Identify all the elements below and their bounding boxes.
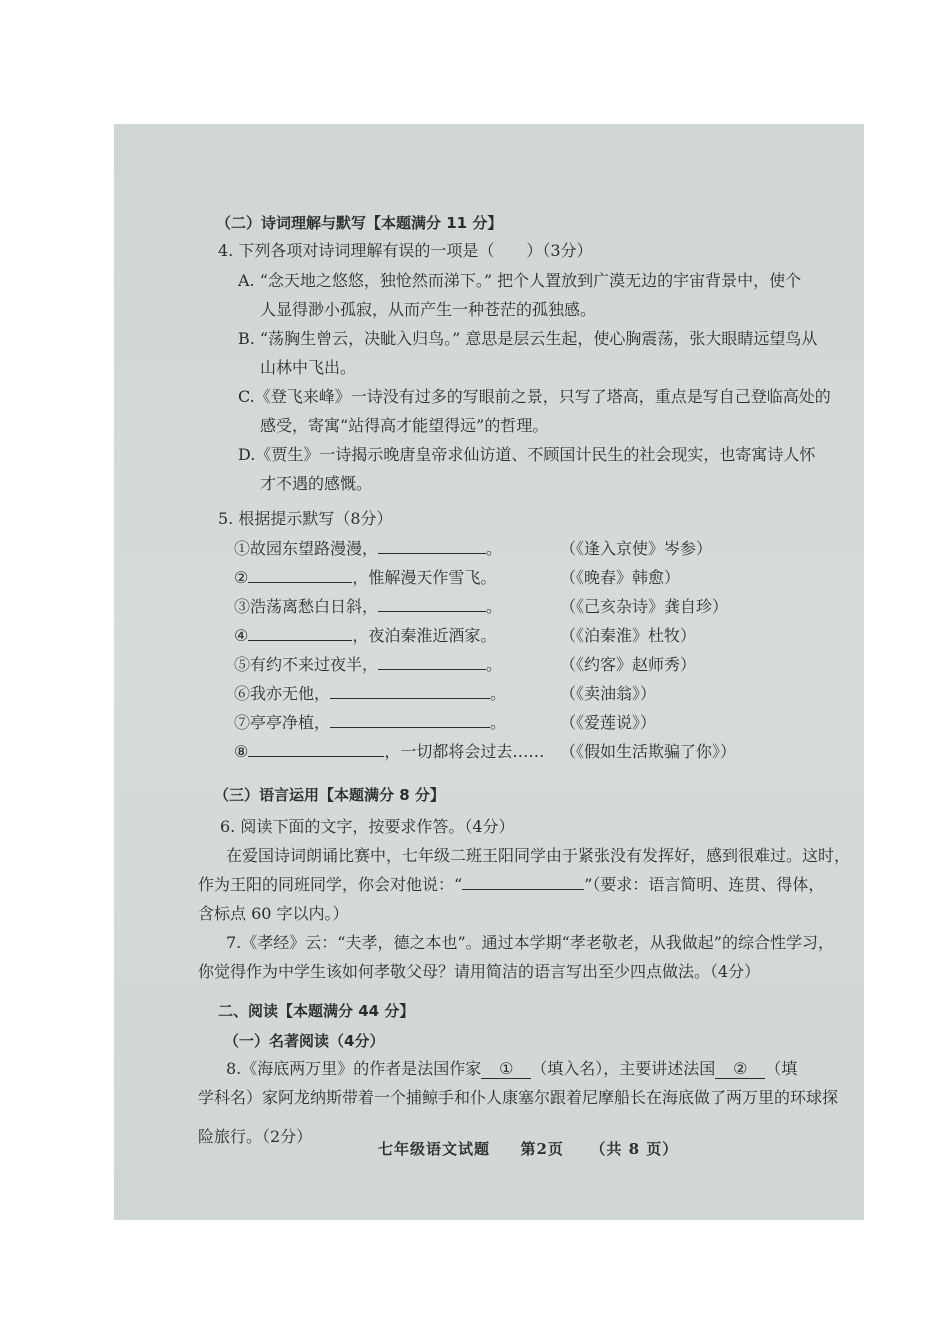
section-heading-poetry: （二）诗词理解与默写【本题满分 11 分】 <box>216 214 503 232</box>
q4-option-d-line1: D.《贾生》一诗揭示晚唐皇帝求仙访道、不顾国计民生的社会现实，也寄寓诗人怀 <box>238 445 816 464</box>
q4-option-d-line2: 才不遇的感慨。 <box>260 474 373 493</box>
footer-page: 第2页 <box>520 1140 564 1158</box>
q5-item-4-source: （《泊秦淮》杜牧） <box>560 626 697 645</box>
footer-total: （共 8 页） <box>590 1140 679 1158</box>
q5-item-7-source: （《爱莲说》） <box>560 713 657 732</box>
question-7-line1: 7.《孝经》云：“夫孝，德之本也”。通过本学期“孝老敬老，从我做起”的综合性学习， <box>226 933 834 952</box>
q5-item-5-source: （《约客》赵师秀） <box>560 655 697 674</box>
q6-passage-line2: 作为王阳的同班同学，你会对他说：“ ”（要求：语言简明、连贯、得体， <box>198 875 825 894</box>
q5-item-3: ③浩荡离愁白日斜， 。 <box>234 597 503 616</box>
q5-item-2: ② ，惟解漫天作雪飞。 <box>234 568 497 587</box>
question-8-line3: 险旅行。（2分） <box>198 1127 313 1146</box>
q5-item-5: ⑤有约不来过夜半， 。 <box>234 655 503 674</box>
q5-item-4: ④ ，夜泊秦淮近酒家。 <box>234 626 497 645</box>
answer-blank[interactable] <box>248 742 384 757</box>
q5-item-2-source: （《晚春》韩愈） <box>560 568 681 587</box>
subsection-heading-classics: （一）名著阅读（4分） <box>224 1032 385 1050</box>
question-7-line2: 你觉得作为中学生该如何孝敬父母？请用简洁的语言写出至少四点做法。（4分） <box>198 962 761 981</box>
page-footer <box>378 1138 678 1159</box>
answer-blank[interactable] <box>378 539 486 554</box>
q5-item-6-source: （《卖油翁》） <box>560 684 657 703</box>
answer-blank[interactable] <box>248 626 352 641</box>
footer-subject: 七年级语文试题 <box>378 1140 491 1158</box>
question-4-stem: 4. 下列各项对诗词理解有误的一项是（ ）（3分） <box>218 241 593 260</box>
answer-blank[interactable] <box>378 655 486 670</box>
exam-page <box>114 124 864 1220</box>
q5-item-7: ⑦亭亭净植， 。 <box>234 713 507 732</box>
q4-option-b-line2: 山林中飞出。 <box>260 358 357 377</box>
q5-item-1-source: （《逢入京使》岑参） <box>560 539 713 558</box>
answer-blank[interactable] <box>330 713 490 728</box>
answer-blank[interactable] <box>378 597 486 612</box>
q4-option-b-line1: B. “荡胸生曾云，决眦入归鸟。” 意思是层云生起，使心胸震荡，张大眼睛远望鸟从 <box>238 329 818 348</box>
part-heading-reading: 二、阅读【本题满分 44 分】 <box>218 1002 415 1020</box>
q6-passage-line3: 含标点 60 字以内。） <box>198 904 349 923</box>
question-8-line2: 学科名）家阿龙纳斯带着一个捕鲸手和仆人康塞尔跟着尼摩船长在海底做了两万里的环球探 <box>198 1088 839 1107</box>
q5-item-6: ⑥我亦无他， 。 <box>234 684 507 703</box>
q5-item-8: ⑧ ，一切都将会过去…… <box>234 742 545 761</box>
question-5-stem: 5. 根据提示默写（8分） <box>218 509 393 528</box>
q4-option-a-line2: 人显得渺小孤寂，从而产生一种苍茫的孤独感。 <box>260 300 597 319</box>
q5-item-3-source: （《己亥杂诗》龚自珍） <box>560 597 729 616</box>
q4-option-c-line1: C.《登飞来峰》一诗没有过多的写眼前之景，只写了塔高，重点是写自己登临高处的 <box>238 387 831 406</box>
answer-blank[interactable] <box>248 568 352 583</box>
answer-blank-1[interactable]: ① <box>481 1058 531 1079</box>
answer-blank[interactable] <box>462 875 584 890</box>
q4-option-c-line2: 感受，寄寓“站得高才能望得远”的哲理。 <box>260 416 549 435</box>
question-8-line1: 8.《海底两万里》的作者是法国作家 ① （填入名），主要讲述法国 ② （填 <box>226 1059 798 1078</box>
q6-passage-line1: 在爱国诗词朗诵比赛中，七年级二班王阳同学由于紧张没有发挥好，感到很难过。这时， <box>226 846 851 865</box>
q5-item-8-source: （《假如生活欺骗了你》） <box>560 742 737 761</box>
q4-option-a-line1: A. “念天地之悠悠，独怆然而涕下。” 把个人置放到广漠无边的宇宙背景中，使个 <box>238 271 802 290</box>
q5-item-1: ①故园东望路漫漫， 。 <box>234 539 503 558</box>
answer-blank[interactable] <box>330 684 490 699</box>
section-heading-language: （三）语言运用【本题满分 8 分】 <box>214 786 445 804</box>
question-6-stem: 6. 阅读下面的文字，按要求作答。（4分） <box>220 817 515 836</box>
answer-blank-2[interactable]: ② <box>715 1058 765 1079</box>
